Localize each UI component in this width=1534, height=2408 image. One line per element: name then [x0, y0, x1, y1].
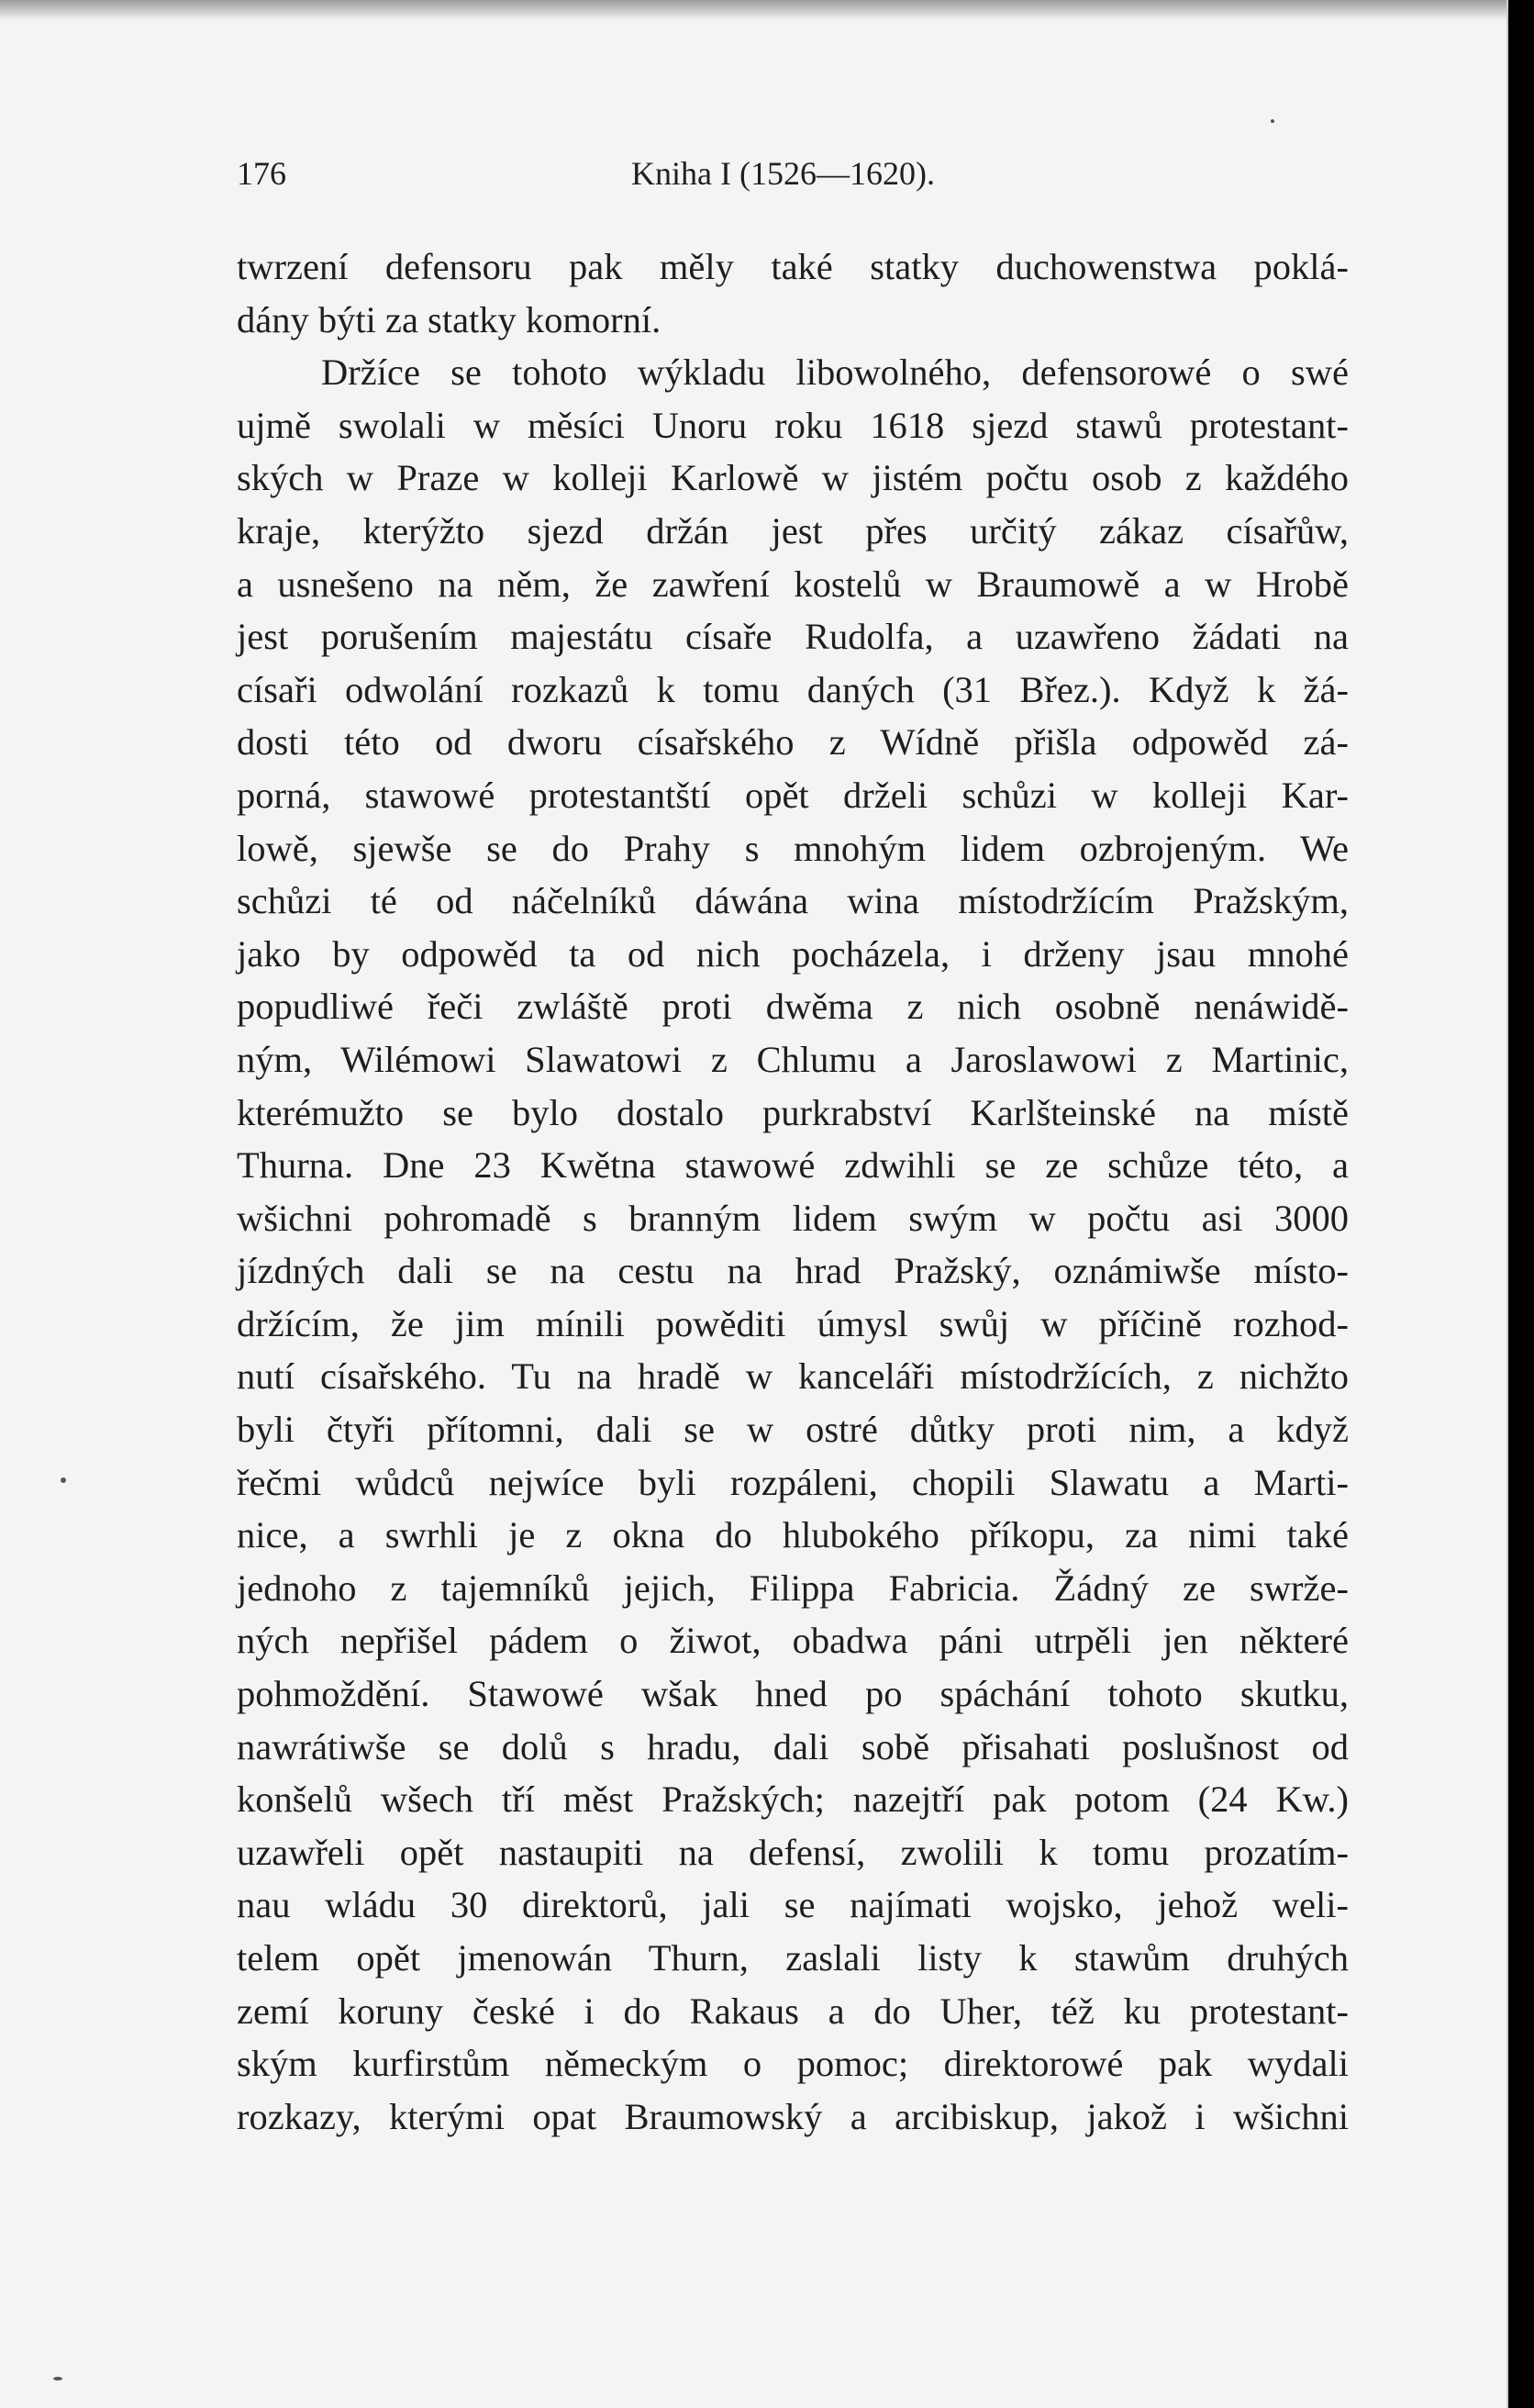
text-line: ských w Praze w kolleji Karlowě w jistém počtu osob z každého [237, 457, 1349, 499]
text-line: ných nepřišel pádem o žiwot, obadwa páni utrpěli jen některé [237, 1620, 1349, 1662]
text-line: wšichni pohromadě s branným lidem swým w počtu asi 3000 [237, 1197, 1349, 1239]
text-line: dosti této od dworu císařského z Wídně přišla odpowěd zá- [237, 721, 1349, 764]
page-top-shadow [0, 0, 1506, 20]
text-line: porná, stawowé protestantští opět drželi schůzi w kolleji Kar- [237, 774, 1349, 816]
text-line: Držíce se tohoto wýkladu libowolného, defensorowé o swé [321, 351, 1349, 394]
text-line: uzawřeli opět nastaupiti na defensí, zwolili k tomu prozatím- [237, 1831, 1349, 1873]
text-line: schůzi té od náčelníků dáwána wina místodržícím Pražským, [237, 880, 1349, 922]
text-line: řečmi wůdců nejwíce byli rozpáleni, chopili Slawatu a Marti- [237, 1461, 1349, 1503]
running-head [237, 154, 1347, 195]
text-line: telem opět jmenowán Thurn, zaslali listy k stawům druhých [237, 1937, 1349, 1979]
text-line: ským kurfirstům německým o pomoc; direktorowé pak wydali [237, 2043, 1349, 2085]
text-line: konšelů wšech tří měst Pražských; nazejtří pak potom (24 Kw.) [237, 1778, 1349, 1821]
text-line: popudliwé řeči zwláště proti dwěma z nich osobně nenáwidě- [237, 986, 1349, 1028]
text-line: kterémužto se bylo dostalo purkrabství Karlšteinské na místě [237, 1091, 1349, 1133]
text-line: rozkazy, kterými opat Braumowský a arcibiskup, jakož i wšichni [237, 2095, 1349, 2137]
text-line: jednoho z tajemníků jejich, Filippa Fabricia. Žádný ze swrže- [237, 1566, 1349, 1609]
scan-speck [61, 1477, 66, 1483]
text-line: dány býti za statky komorní. [237, 298, 661, 340]
text-line: nawrátiwše se dolů s hradu, dali sobě přisahati poslušnost od [237, 1725, 1349, 1767]
text-line: císaři odwolání rozkazů k tomu daných (31 Břez.). Když k žá- [237, 668, 1349, 710]
text-line: twrzení defensoru pak měly také statky duchowenstwa poklá- [237, 246, 1349, 287]
text-line: nau wládu 30 direktorů, jali se najímati wojsko, jehož weli- [237, 1884, 1349, 1926]
text-line: zemí koruny české i do Rakaus a do Uher, též ku protestant- [237, 1990, 1349, 2032]
scan-speck [53, 2377, 62, 2380]
running-head-title: Kniha I (1526—1620). [631, 155, 935, 192]
text-line: nice, a swrhli je z okna do hlubokého příkopu, za nimi také [237, 1514, 1349, 1556]
text-line: ným, Wilémowi Slawatowi z Chlumu a Jaroslawowi z Martinic, [237, 1038, 1349, 1080]
text-line: byli čtyři přítomni, dali se w ostré důtky proti nim, a když [237, 1409, 1349, 1451]
text-line: Thurna. Dne 23 Kwětna stawowé zdwihli se ze schůze této, a [237, 1144, 1349, 1187]
text-line: jako by odpowěd ta od nich pocházela, i drženy jsau mnohé [237, 932, 1349, 975]
text-line: jest porušením majestátu císaře Rudolfa, a uzawřeno žádati na [237, 616, 1349, 658]
text-line: ujmě swolali w měsíci Unoru roku 1618 sjezd stawů protestant- [237, 404, 1349, 446]
text-line: jízdných dali se na cestu na hrad Pražský, oznámiwše místo- [237, 1250, 1349, 1292]
text-line: držícím, že jim mínili powěditi úmysl swůj w příčině rozhod- [237, 1302, 1349, 1344]
page-number: 176 [237, 155, 286, 192]
text-line: lowě, sjewše se do Prahy s mnohým lidem ozbrojeným. We [237, 827, 1349, 869]
text-line: nutí císařského. Tu na hradě w kanceláři místodržících, z nichžto [237, 1355, 1349, 1398]
text-line: pohmoždění. Stawowé wšak hned po spáchání tohoto skutku, [237, 1673, 1349, 1715]
scan-speck [1271, 119, 1274, 123]
body-text [237, 240, 1349, 2143]
text-line: a usnešeno na něm, že zawření kostelů w Braumowě a w Hrobě [237, 563, 1349, 605]
text-line: kraje, kterýžto sjezd držán jest přes určitý zákaz císařůw, [237, 509, 1349, 552]
scan-edge [1508, 0, 1534, 2408]
